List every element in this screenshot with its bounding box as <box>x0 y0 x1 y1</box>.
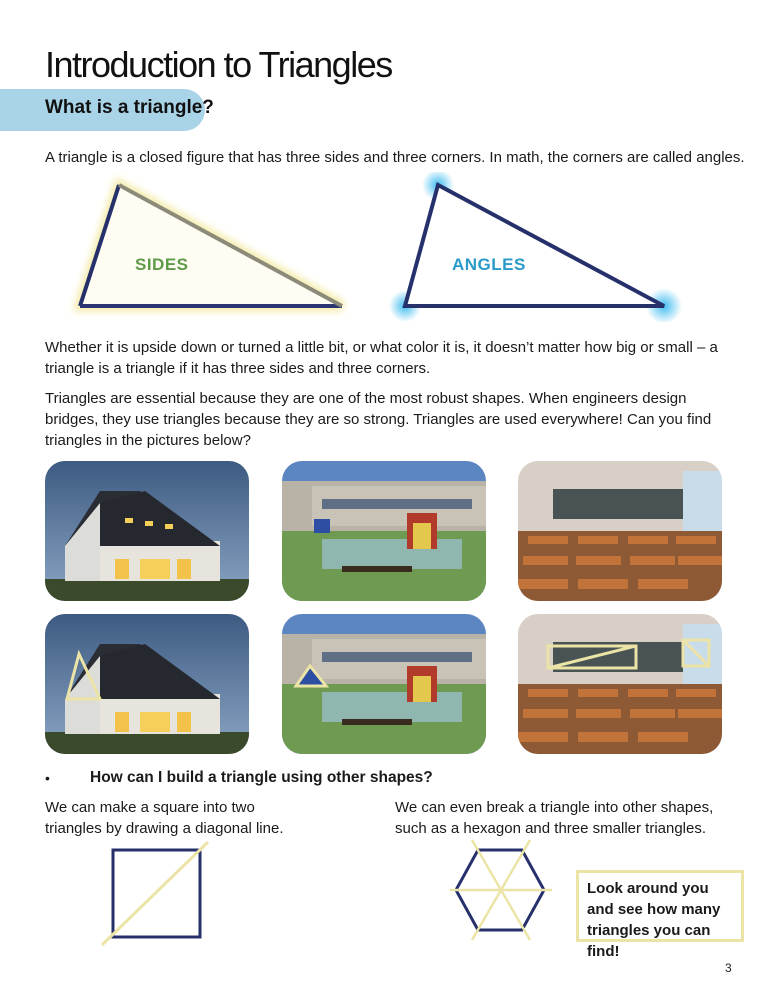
schoolyard-photo <box>282 461 486 601</box>
callout-box: Look around you and see how many triangles you can find! <box>576 870 744 942</box>
square-diagram <box>98 840 212 948</box>
schoolyard-photo-highlighted <box>282 614 486 754</box>
classroom-photo <box>518 461 722 601</box>
hexagon-diagram <box>446 838 556 942</box>
essential-paragraph: Triangles are essential because they are one of the most robust shapes. When engineers design bridges, they use triangles because they are so strong. Triangles are used everywhere! Can you find triangles in the pictures below? <box>45 390 712 449</box>
sides-triangle <box>80 185 342 306</box>
bullet-question: How can I build a triangle using other shapes? <box>90 769 433 786</box>
bullet-point: • <box>45 770 50 786</box>
section-heading: What is a triangle? <box>45 97 214 118</box>
house-photo <box>45 461 249 601</box>
hexagon-explanation: We can even break a triangle into other shapes, such as a hexagon and three smaller triangles. <box>395 799 714 837</box>
triangle-diagrams <box>60 172 720 322</box>
house-photo-highlighted <box>45 614 249 754</box>
classroom-photo-highlighted <box>518 614 722 754</box>
angles-triangle <box>389 172 682 322</box>
intro-paragraph: A triangle is a closed figure that has three sides and three corners. In math, the corners are called angles. <box>45 149 745 166</box>
angles-label: ANGLES <box>452 255 526 274</box>
page-number: 3 <box>725 961 732 975</box>
orientation-paragraph: Whether it is upside down or turned a little bit, or what color it is, it doesn’t matter how big or small – a triangle is a triangle if it has three sides and three corners. <box>45 339 718 377</box>
square-explanation: We can make a square into two triangles by drawing a diagonal line. <box>45 799 284 837</box>
page-title: Introduction to Triangles <box>45 44 392 85</box>
sides-label: SIDES <box>135 255 189 274</box>
